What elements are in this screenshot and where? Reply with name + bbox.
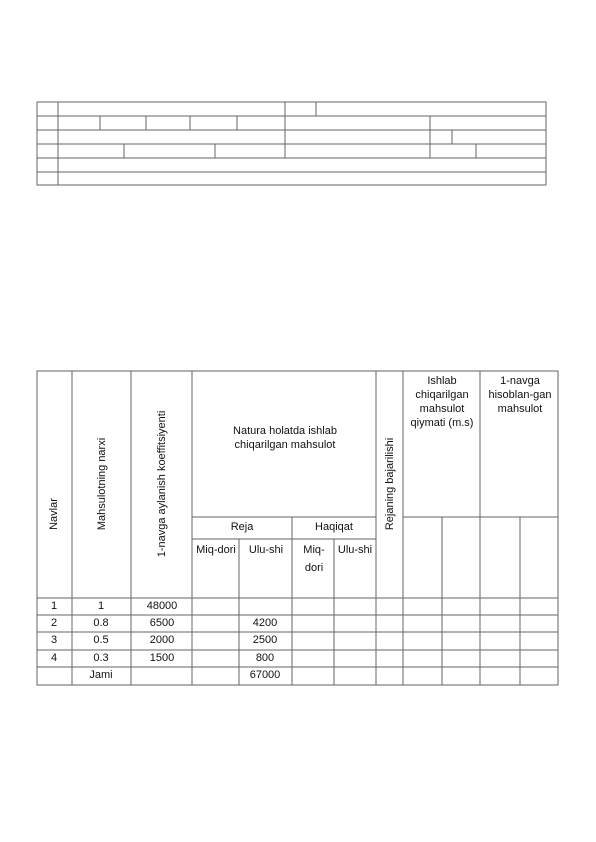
total-ulushi: 67000: [249, 669, 281, 681]
header-reja: Reja: [230, 521, 254, 533]
header-miq-haq: Miq-dori: [303, 544, 325, 574]
header-haqiqat: Haqiqat: [315, 521, 353, 533]
cell-koeff: 2000: [149, 634, 175, 646]
cell-narx: 0.3: [93, 652, 109, 664]
cell-ulushi: 2500: [252, 634, 278, 646]
cell-nav: 3: [50, 634, 58, 646]
cell-ulushi: 4200: [252, 617, 278, 629]
header-koeff: 1-navga aylanish koeffitsiyenti: [156, 410, 168, 558]
header-hisoblangan: 1-navga hisoblan-gan mahsulot: [488, 375, 552, 415]
header-ulu-reja: Ulu-shi: [248, 544, 284, 556]
header-narx: Mahsulotning narxi: [96, 437, 108, 531]
cell-nav: 1: [50, 600, 58, 612]
cell-koeff: 48000: [146, 600, 178, 612]
header-ulu-haq: Ulu-shi: [337, 544, 373, 556]
header-miq-reja: Miq-dori: [196, 544, 236, 556]
header-ishlab: Ishlab chiqarilgan mahsulot qiymati (m.s): [410, 375, 474, 429]
header-natura: Natura holatda ishlab chiqarilgan mahsulot: [233, 425, 337, 451]
header-reja-bajarilishi: Rejaning bajarilishi: [384, 437, 396, 531]
header-navlar: Navlar: [48, 498, 60, 530]
cell-nav: 4: [50, 652, 58, 664]
cell-narx: 0.5: [93, 634, 109, 646]
empty-grid-table: [37, 102, 546, 185]
cell-ulushi: 800: [255, 652, 275, 664]
total-label: Jami: [89, 669, 113, 681]
cell-koeff: 1500: [149, 652, 175, 664]
cell-koeff: 6500: [149, 617, 175, 629]
cell-narx: 1: [97, 600, 105, 612]
cell-nav: 2: [50, 617, 58, 629]
cell-narx: 0.8: [93, 617, 109, 629]
